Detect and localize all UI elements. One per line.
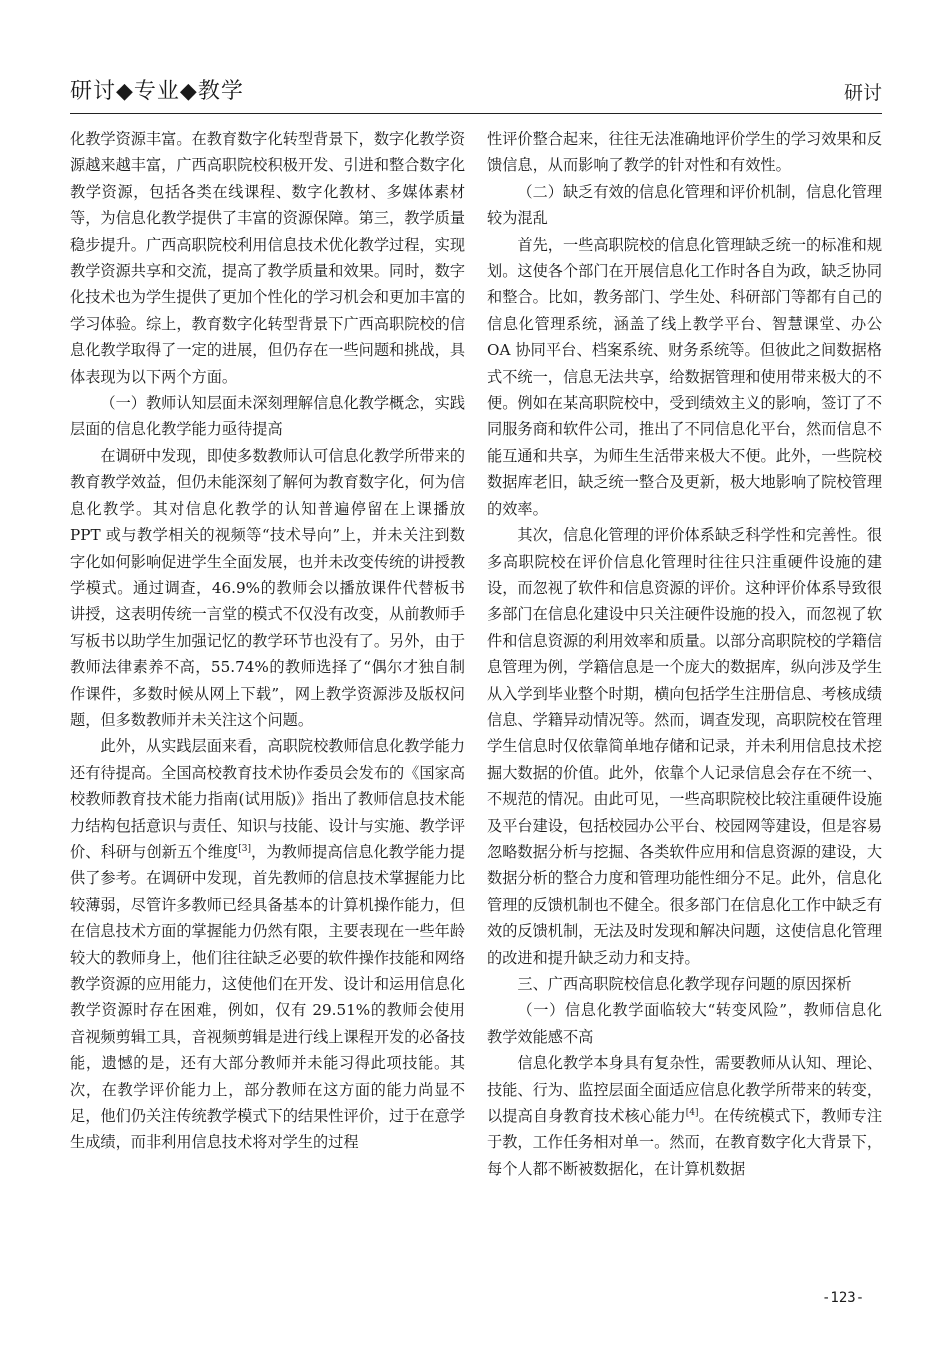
section-heading <box>487 179 882 232</box>
paragraph-text: ，为教师提高信息化教学能力提供了参考。在调研中发现，首先教师的信息技术掌握能力比较薄弱，尽管许多教师已经具备基本的计算机操作能力，但在信息技术方面的掌握能力仍然有限，主要表现在一些年龄较大的教师身上，他们往往缺乏必要的软件操作技能和网络教学资源的应用能力，这使他们在开发、设计和运用信息化教学资源时存在困难，例如，仅有 29.51%的教师会使用音视频剪辑工具，音视频剪辑是进行线上课程开发的必备技能，遗憾的是，还有大部分教师并未能习得此项技能。其次，在教学评价能力上，部分教师在这方面的能力尚显不足，他们仍关注传统教学模式下的结果性评价，过于在意学生成绩，而非利用信息技术将对学生的过程 <box>70 842 466 1152</box>
left-column <box>70 126 465 1156</box>
paragraph-text: （一）教师认知层面未深刻理解信息化教学概念，实践层面的信息化教学能力亟待提高 <box>70 394 465 439</box>
header-rule <box>70 113 882 114</box>
body-paragraph <box>70 126 465 390</box>
body-paragraph <box>487 522 882 971</box>
section-title: 研讨◆专业◆教学 <box>70 79 244 104</box>
section-heading <box>70 390 465 443</box>
paragraph-text: 三、广西高职院校信息化教学现存问题的原因探析 <box>517 975 852 993</box>
body-paragraph <box>487 232 882 522</box>
paragraph-text: 化教学资源丰富。在教育数字化转型背景下，数字化教学资源越来越丰富，广西高职院校积极开发、引进和整合数字化教学资源，包括各类在线课程、数字化教材、多媒体素材等，为信息化教学提供了丰富的资源保障。第三，教学质量稳步提升。广西高职院校利用信息技术优化教学过程，实现教学资源共享和交流，提高了教学质量和效果。同时，数字化技术也为学生提供了更加个性化的学习机会和更加丰富的学习体验。综上，教育数字化转型背景下广西高职院校的信息化教学取得了一定的进展，但仍存在一些问题和挑战，具体表现为以下两个方面。 <box>70 130 465 386</box>
body-paragraph <box>70 733 465 1156</box>
running-header <box>70 68 882 108</box>
section-tag: 研讨 <box>843 82 882 104</box>
paragraph-text: 其次，信息化管理的评价体系缺乏科学性和完善性。很多高职院校在评价信息化管理时往往只注重硬件设施的建设，而忽视了软件和信息资源的评价。这种评价体系导致很多部门在信息化建设中只关注硬件设施的投入，而忽视了软件和信息资源的利用效率和质量。以部分高职院校的学籍信息管理为例，学籍信息是一个庞大的数据库，纵向涉及学生从入学到毕业整个时期，横向包括学生注册信息、考核成绩信息、学籍异动情况等。然而，调查发现，高职院校在管理学生信息时仅依靠简单地存储和记录，并未利用信息技术挖掘大数据的价值。此外，依靠个人记录信息会存在不统一、不规范的情况。由此可见，一些高职院校比较注重硬件设施及平台建设，包括校园办公平台、校园网等建设，但是容易忽略数据分析与挖掘、各类软件应用和信息资源的建设，大数据分析的整合力度和管理功能性细分不足。此外，信息化管理的反馈机制也不健全。很多部门在信息化工作中缺乏有效的反馈机制，无法及时发现和解决问题，这使信息化管理的改进和提升缺乏动力和支持。 <box>487 526 882 967</box>
section-heading <box>487 971 882 997</box>
paragraph-text: （一）信息化教学面临较大“转变风险”，教师信息化教学效能感不高 <box>487 1001 882 1046</box>
body-paragraph <box>487 1050 882 1182</box>
paragraph-text: 信息化教学本身具有复杂性，需要教师从认知、理论、技能、行为、监控层面全面适应信息化教学所带来的转变，以提高自身教育技术核心能力 <box>487 1054 882 1126</box>
paragraph-text: 首先，一些高职院校的信息化管理缺乏统一的标准和规划。这使各个部门在开展信息化工作时各自为政，缺乏协同和整合。比如，教务部门、学生处、科研部门等都有自己的信息化管理系统，涵盖了线上教学平台、智慧课堂、办公 OA 协同平台、档案系统、财务系统等。但彼此之间数据格式不统一，信息无法共享，给数据管理和使用带来极大的不便。例如在某高职院校中，受到绩效主义的影响，签订了不同服务商和软件公司，推出了不同信息化平台，然而信息不能互通和共享，为师生生活带来极大不便。此外，一些院校数据库老旧，缺乏统一整合及更新，极大地影响了院校管理的效率。 <box>487 235 882 518</box>
paragraph-text: （二）缺乏有效的信息化管理和评价机制，信息化管理较为混乱 <box>487 182 882 228</box>
body-paragraph <box>70 443 465 733</box>
paragraph-text: 在调研中发现，即使多数教师认可信息化教学所带来的教育教学效益，但仍未能深刻了解何为教育数字化，何为信息化教学。其对信息化教学的认知普遍停留在上课播放 PPT 或与教学相关的视频等“技术导向”上，并未关注到数字化如何影响促进学生全面发展，也并未改变传统的讲授教学模式。通过调查，46.9%的教师会以播放课件代替板书讲授，这表明传统一言堂的模式不仅没有改变，从前教师手写板书以助学生加强记忆的教学环节也没有了。另外，由于教师法律素养不高，55.74%的教师选择了“偶尔才独自制作课件，多数时候从网上下载”，网上教学资源涉及版权问题，但多数教师并未关注这个问题。 <box>70 446 465 729</box>
body-paragraph <box>487 126 882 179</box>
section-heading <box>487 997 882 1050</box>
citation-ref: [3] <box>238 843 251 854</box>
right-column <box>487 126 882 1182</box>
citation-ref: [4] <box>685 1107 699 1118</box>
paragraph-text: 性评价整合起来，往往无法准确地评价学生的学习效果和反馈信息，从而影响了教学的针对性和有效性。 <box>487 130 882 175</box>
page-number: -123- <box>822 1290 865 1306</box>
paragraph-text: 。在传统模式下，教师专注于教，工作任务相对单一。然而，在教育数字化大背景下，每个人都不断被数据化，在计算机数据 <box>487 1107 883 1178</box>
paragraph-text: 此外，从实践层面来看，高职院校教师信息化教学能力还有待提高。全国高校教育技术协作委员会发布的《国家高校教师教育技术能力指南(试用版)》指出了教师信息技术能力结构包括意识与责任、知识与技能、设计与实施、教学评价、科研与创新五个维度 <box>70 737 465 861</box>
